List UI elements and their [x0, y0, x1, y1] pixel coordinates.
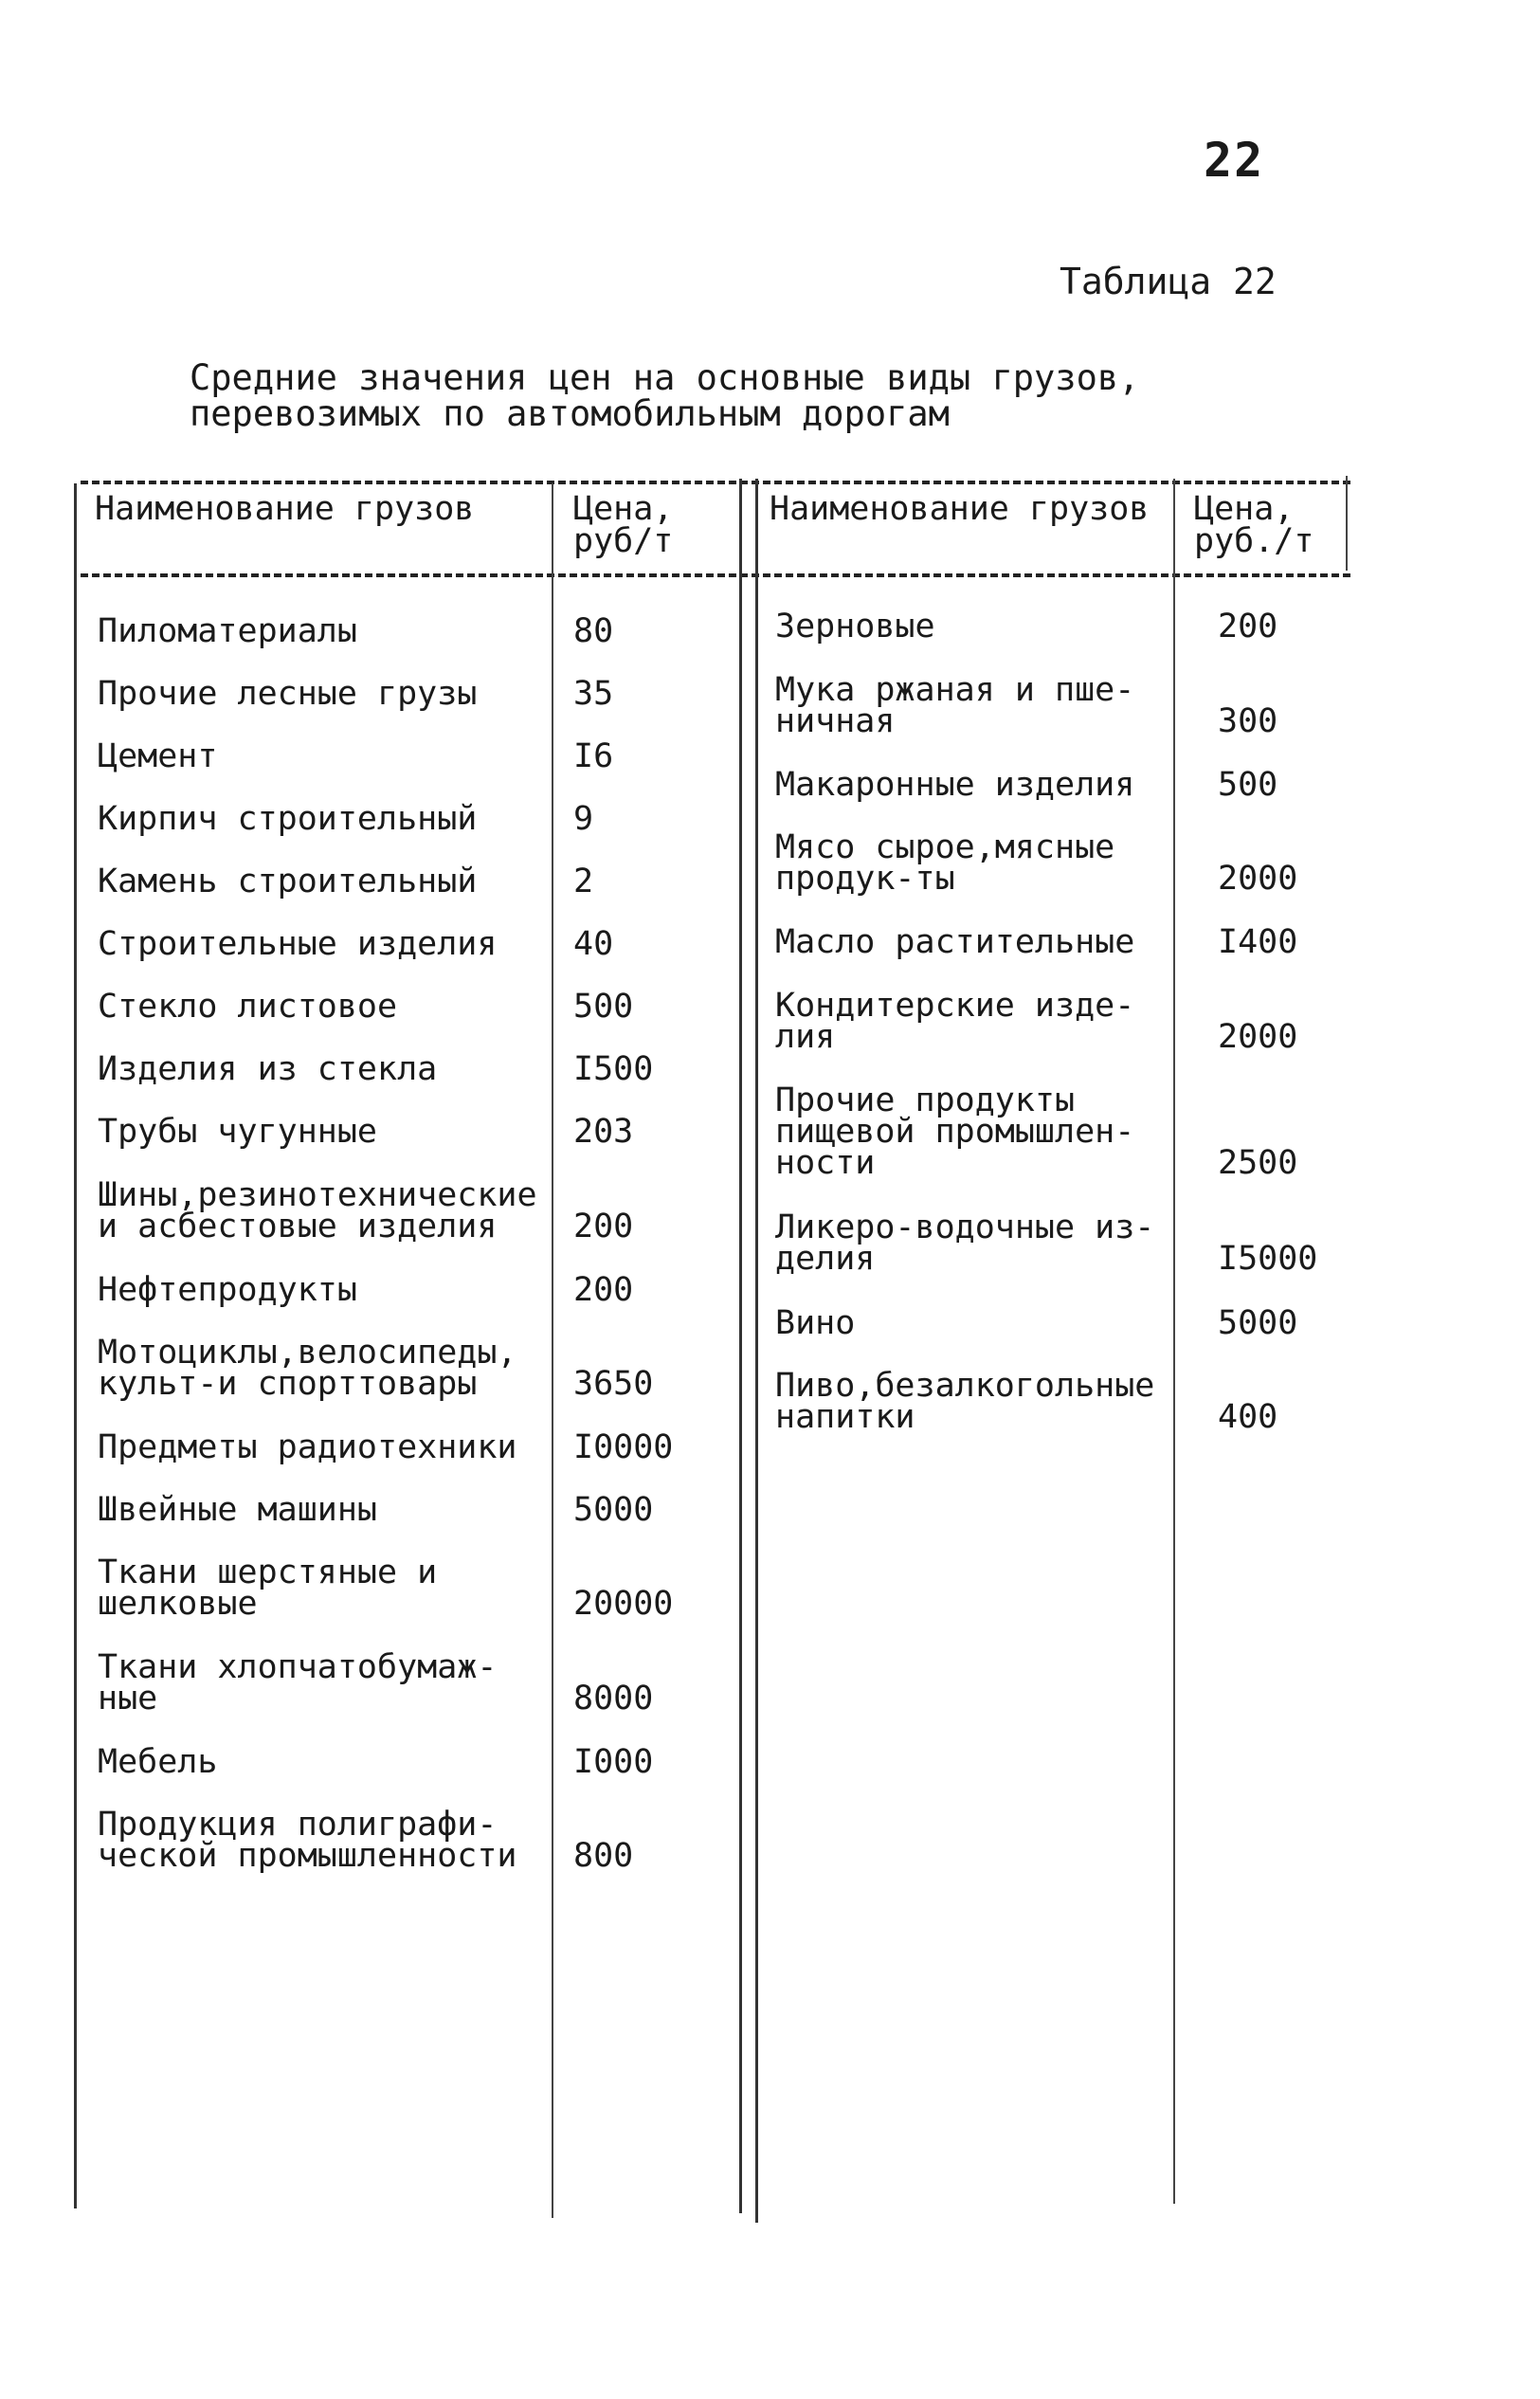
right-row-name: Ликеро-водочные из- делия: [775, 1209, 1155, 1278]
right-row-name: Вино: [775, 1304, 856, 1342]
left-price-divider: [552, 483, 553, 2218]
right-row-price: 300: [1218, 702, 1278, 740]
header-bottom-border: [81, 573, 1350, 577]
left-row-name: Камень строительный: [98, 863, 478, 900]
table-label: Таблица 22: [1060, 261, 1277, 302]
right-row-price: 400: [1218, 1398, 1278, 1436]
right-row-price: 500: [1218, 766, 1278, 804]
left-row-price: 2: [573, 863, 594, 900]
left-row-price: 800: [573, 1837, 634, 1875]
right-row-name: Пиво,безалкогольные напитки: [775, 1367, 1155, 1436]
left-row-price: I500: [573, 1050, 654, 1088]
right-row-price: 2000: [1218, 1018, 1298, 1056]
left-row-name: Трубы чугунные: [98, 1113, 378, 1151]
right-row-price: I5000: [1218, 1240, 1318, 1278]
right-row-price: I400: [1218, 923, 1298, 961]
left-row-name: Мебель: [98, 1743, 218, 1781]
left-name-header: Наименование грузов: [95, 490, 475, 528]
left-row-price: 9: [573, 800, 594, 838]
right-row-name: Зерновые: [775, 608, 935, 645]
left-row-price: I0000: [573, 1428, 674, 1466]
left-row-name: Стекло листовое: [98, 988, 398, 1026]
left-price-header: Цена, руб/т: [573, 490, 674, 560]
left-row-name: Нефтепродукты: [98, 1271, 357, 1309]
left-row-name: Продукция полиграфи- ческой промышленности: [98, 1806, 517, 1875]
left-row-price: 203: [573, 1113, 634, 1151]
right-row-name: Макаронные изделия: [775, 766, 1135, 804]
left-row-price: 5000: [573, 1491, 654, 1529]
left-row-name: Прочие лесные грузы: [98, 675, 478, 713]
left-row-price: 200: [573, 1208, 634, 1245]
left-row-price: I000: [573, 1743, 654, 1781]
left-row-price: I6: [573, 737, 614, 775]
left-row-name: Швейные машины: [98, 1491, 378, 1529]
left-row-price: 80: [573, 612, 614, 650]
right-row-name: Прочие продукты пищевой промышлен- ности: [775, 1081, 1135, 1182]
right-row-name: Мука ржаная и пше- ничная: [775, 671, 1135, 740]
left-row-name: Кирпич строительный: [98, 800, 478, 838]
left-row-name: Ткани хлопчатобумаж- ные: [98, 1648, 498, 1717]
center-divider-b: [755, 479, 758, 2223]
right-row-price: 5000: [1218, 1304, 1298, 1342]
left-row-price: 3650: [573, 1365, 654, 1403]
right-name-header: Наименование грузов: [770, 490, 1150, 528]
right-row-price: 2500: [1218, 1144, 1298, 1182]
table-left-border: [74, 483, 77, 2208]
right-row-name: Мясо сырое,мясные продук-ты: [775, 828, 1115, 898]
caption-line-1: Средние значения цен на основные виды грузов,: [190, 357, 1140, 398]
caption-line-2: перевозимых по автомобильным дорогам: [190, 393, 950, 434]
left-row-name: Цемент: [98, 737, 218, 775]
left-row-name: Предметы радиотехники: [98, 1428, 517, 1466]
left-row-name: Пиломатериалы: [98, 612, 357, 650]
right-price-header: Цена, руб./т: [1194, 490, 1314, 560]
left-row-name: Изделия из стекла: [98, 1050, 438, 1088]
left-row-name: Шины,резинотехнические и асбестовые изделия: [98, 1176, 537, 1245]
page-number: 22: [1204, 133, 1265, 188]
right-price-divider: [1173, 479, 1175, 2204]
table-caption: [190, 357, 1140, 434]
left-row-price: 40: [573, 925, 614, 963]
right-row-price: 2000: [1218, 860, 1298, 898]
right-row-name: Кондитерские изде- лия: [775, 987, 1135, 1056]
left-row-name: Мотоциклы,велосипеды, культ-и спорттовары: [98, 1334, 517, 1403]
left-row-price: 8000: [573, 1680, 654, 1717]
left-row-name: Ткани шерстяные и шелковые: [98, 1554, 438, 1623]
left-row-price: 500: [573, 988, 634, 1026]
left-row-price: 35: [573, 675, 614, 713]
right-row-price: 200: [1218, 608, 1278, 645]
left-row-price: 200: [573, 1271, 634, 1309]
center-divider-a: [739, 479, 742, 2213]
table-right-border: [1346, 476, 1348, 571]
left-row-price: 20000: [573, 1585, 674, 1623]
table-top-border: [81, 481, 1350, 484]
left-row-name: Строительные изделия: [98, 925, 498, 963]
right-row-name: Масло растительные: [775, 923, 1135, 961]
